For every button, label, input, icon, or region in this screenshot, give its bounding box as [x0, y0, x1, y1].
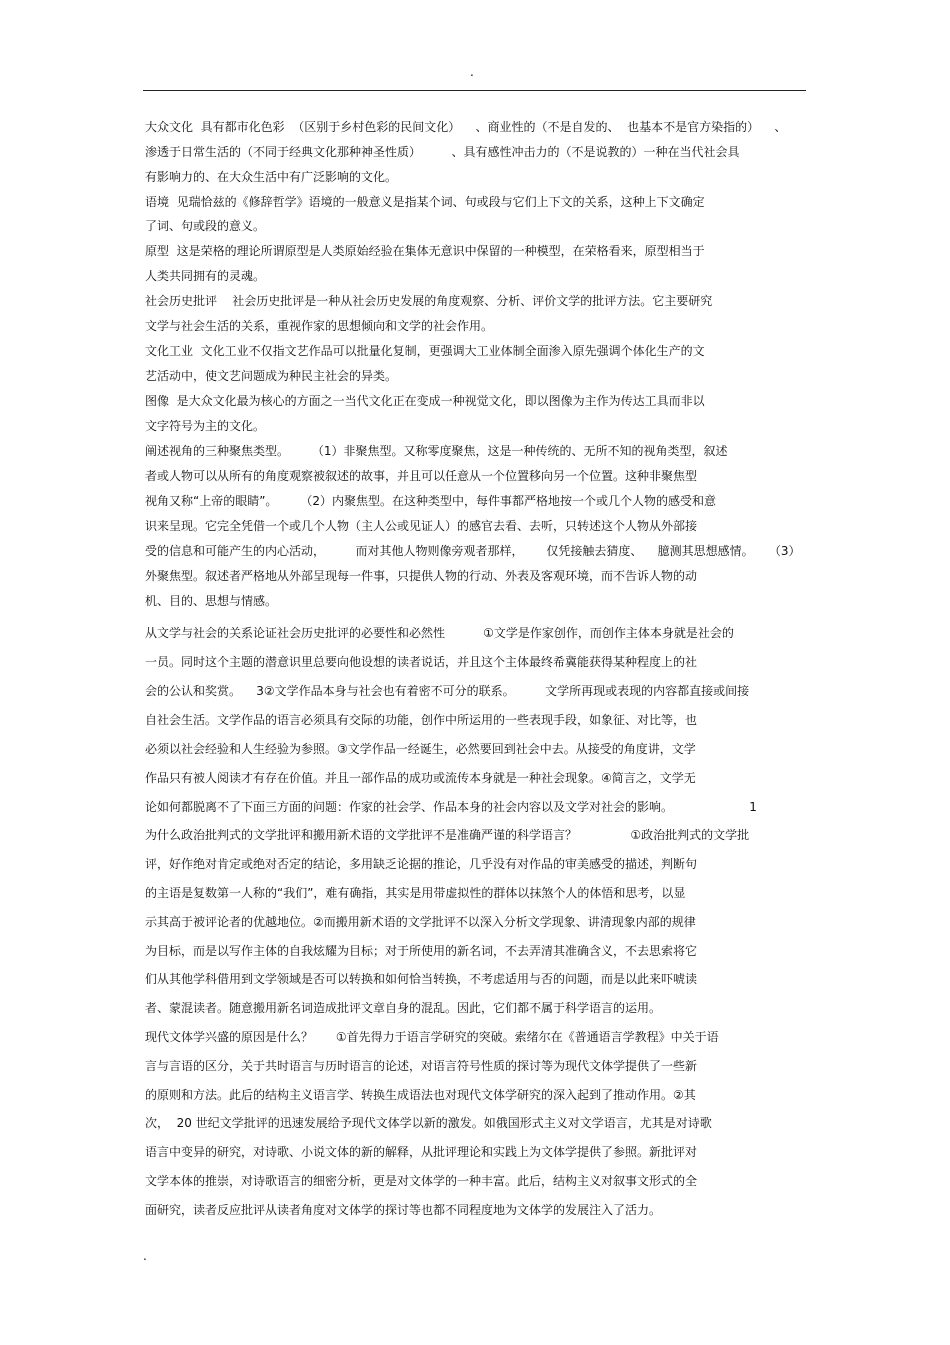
text-line: 从文学与社会的关系论证社会历史批评的必要性和必然性 ①文学是作家创作，而创作主体本身就是社会的 [145, 626, 734, 640]
text-line: 为什么政治批判式的文学批评和搬用新术语的文学批评不是准确严谨的科学语言？ ①政治批判式的文学批 [145, 828, 750, 842]
text-line: 者或人物可以从所有的角度观察被叙述的故事，并且可以任意从一个位置移向另一个位置。这种非聚焦型 [145, 469, 698, 483]
text-line: 机、目的、思想与情感。 [145, 594, 278, 608]
text-line: 外聚焦型。叙述者严格地从外部呈现每一件事，只提供人物的行动、外表及客观环境，而不告诉人物的动 [145, 569, 698, 583]
text-line: 人类共同拥有的灵魂。 [145, 269, 266, 283]
text-line: 自社会生活。文学作品的语言必须具有交际的功能，创作中所运用的一些表现手段，如象征、对比等，也 [145, 713, 698, 727]
header-dot: . [470, 65, 474, 79]
text-line: 图像 是大众文化最为核心的方面之一当代文化正在变成一种视觉文化，即以图像为主作为传达工具而非以 [145, 394, 705, 408]
text-line: 有影响力的、在大众生活中有广泛影响的文化。 [145, 170, 398, 184]
text-line: 面研究，读者反应批评从读者角度对文体学的探讨等也都不同程度地为文体学的发展注入了活力。 [145, 1203, 662, 1217]
text-line: 受的信息和可能产生的内心活动， 而对其他人物则像旁观者那样， 仅凭接触去猜度、 臆测其思想感情。 （3） [145, 544, 801, 558]
text-line: 必须以社会经验和人生经验为参照。③文学作品一经诞生，必然要回到社会中去。从接受的角度讲，文学 [145, 742, 696, 756]
header-rule [143, 90, 806, 91]
text-line: 现代文体学兴盛的原因是什么？ ①首先得力于语言学研究的突破。索绪尔在《普通语言学教程》中关于语 [145, 1030, 719, 1044]
text-line: 识来呈现。它完全凭借一个或几个人物（主人公或见证人）的感官去看、去听，只转述这个人物从外部接 [145, 519, 698, 533]
footer-dot: . [143, 1249, 147, 1263]
text-line: 者、蒙混读者。随意搬用新名词造成批评文章自身的混乱。因此，它们都不属于科学语言的运用。 [145, 1001, 662, 1015]
text-line: 艺活动中，使文艺问题成为种民主社会的异类。 [145, 369, 398, 383]
text-line: 一员。同时这个主题的潜意识里总要向他设想的读者说话，并且这个主体最终希冀能获得某种程度上的社 [145, 655, 698, 669]
text-line: 文字符号为主的文化。 [145, 419, 266, 433]
text-line: 语境 见瑞恰兹的《修辞哲学》语境的一般意义是指某个词、句或段与它们上下文的关系，这种上下文确定 [145, 195, 705, 209]
text-line: 的原则和方法。此后的结构主义语言学、转换生成语法也对现代文体学研究的深入起到了推动作用。②其 [145, 1088, 696, 1102]
text-line: 原型 这是荣格的理论所谓原型是人类原始经验在集体无意识中保留的一种模型，在荣格看来，原型相当于 [145, 244, 705, 258]
text-line: 视角又称“上帝的眼睛”。 （2）内聚焦型。在这种类型中，每件事都严格地按一个或几个人物的感受和意 [145, 494, 716, 508]
text-line: 作品只有被人阅读才有存在价值。并且一部作品的成功或流传本身就是一种社会现象。④简言之，文学无 [145, 771, 696, 785]
text-line: 评，好作绝对肯定或绝对否定的结论，多用缺乏论据的推论，几乎没有对作品的审美感受的描述，判断句 [145, 857, 698, 871]
text-line: 示其高于被评论者的优越地位。②而搬用新术语的文学批评不以深入分析文学现象、讲清现象内部的规律 [145, 915, 696, 929]
text-line: 语言中变异的研究，对诗歌、小说文体的新的解释，从批评理论和实践上为文体学提供了参照。新批评对 [145, 1145, 698, 1159]
text-line: 为目标，而是以写作主体的自我炫耀为目标；对于所使用的新名词，不去弄清其准确含义，不去思索将它 [145, 944, 698, 958]
text-line: 文化工业 文化工业不仅指文艺作品可以批量化复制，更强调大工业体制全面渗入原先强调个体化生产的文 [145, 344, 705, 358]
text-line: 们从其他学科借用到文学领域是否可以转换和如何恰当转换，不考虑适用与否的问题，而是以此来吓唬读 [145, 972, 698, 986]
text-line: 文学本体的推崇，对诗歌语言的细密分析，更是对文体学的一种丰富。此后，结构主义对叙事文形式的全 [145, 1174, 698, 1188]
text-line: 论如何都脱离不了下面三方面的问题：作家的社会学、作品本身的社会内容以及文学对社会的影响。 1 [145, 800, 757, 814]
text-line: 次， 20 世纪文学批评的迅速发展给予现代文体学以新的激发。如俄国形式主义对文学语言，尤其是对诗歌 [145, 1116, 712, 1130]
text-line: 阐述视角的三种聚焦类型。 （1）非聚焦型。又称零度聚焦，这是一种传统的、无所不知的视角类型，叙述 [145, 444, 728, 458]
text-line: 社会历史批评 社会历史批评是一种从社会历史发展的角度观察、分析、评价文学的批评方法。它主要研究 [145, 294, 713, 308]
text-line: 了词、句或段的意义。 [145, 219, 266, 233]
text-line: 言与言语的区分，关于共时语言与历时语言的论述，对语言符号性质的探讨等为现代文体学提供了一些新 [145, 1059, 698, 1073]
text-line: 的主语是复数第一人称的“我们”，难有确指，其实是用带虚拟性的群体以抹煞个人的体悟和思考，以显 [145, 886, 686, 900]
text-line: 渗透于日常生活的（不同于经典文化那种神圣性质） 、具有感性冲击力的（不是说教的）一种在当代社会具 [145, 145, 740, 159]
text-line: 会的公认和奖赏。 3②文学作品本身与社会也有着密不可分的联系。 文学所再现或表现的内容都直接或间接 [145, 684, 750, 698]
text-line: 大众文化 具有都市化色彩 （区别于乡村色彩的民间文化） 、商业性的（不是自发的、 也基本不是官方染指的） 、 [145, 120, 787, 134]
text-line: 文学与社会生活的关系，重视作家的思想倾向和文学的社会作用。 [145, 319, 494, 333]
